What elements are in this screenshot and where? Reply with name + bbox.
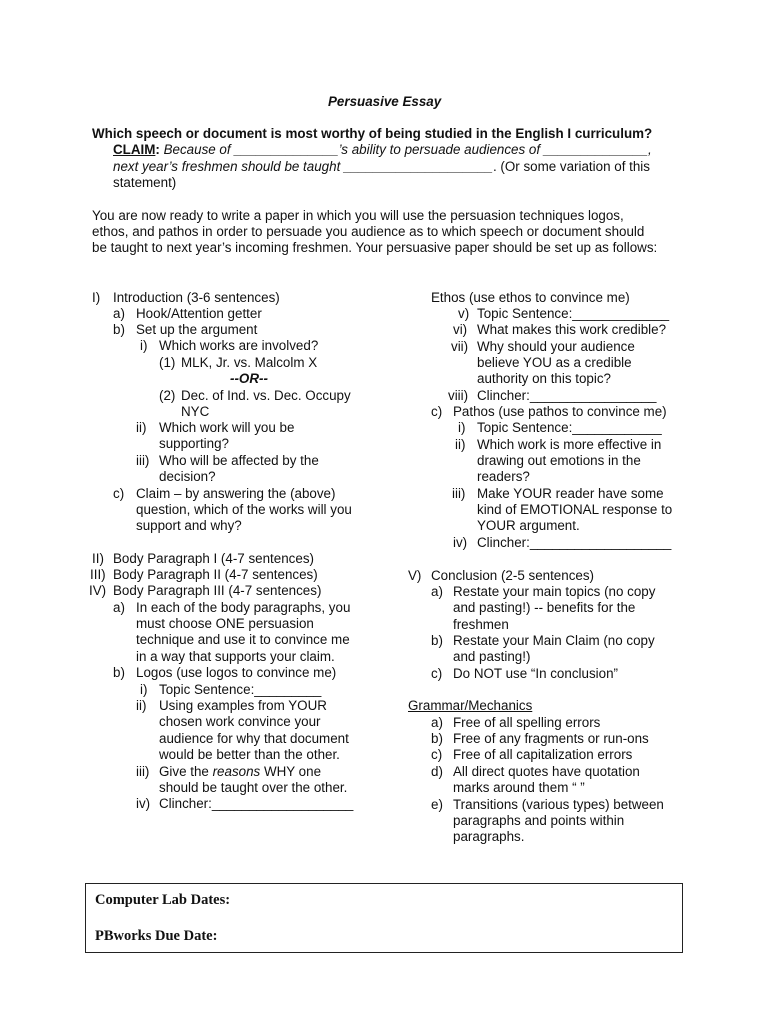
outline-item: Ethos (use ethos to convince me)	[431, 290, 630, 305]
outline-num: i)	[140, 338, 148, 353]
outline-item-cont: should be taught over the other.	[159, 780, 348, 795]
claim-line-1	[113, 142, 652, 158]
outline-item: Do NOT use “In conclusion”	[453, 666, 618, 681]
outline-num: i)	[140, 682, 148, 697]
claim-text-2a: next year’s freshmen should be taught ____________________	[113, 159, 493, 174]
page-title: Persuasive Essay	[328, 94, 442, 109]
outline-num: iv)	[453, 535, 468, 550]
outline-item: Conclusion (2-5 sentences)	[431, 568, 595, 583]
outline-item-cont: authority on this topic?	[477, 371, 611, 386]
outline-item-cont: readers?	[477, 469, 530, 484]
outline-item: Which work is more effective in	[477, 437, 662, 452]
outline-num: iii)	[452, 486, 466, 501]
outline-num: IV)	[89, 583, 107, 598]
outline-item-cont: decision?	[159, 469, 216, 484]
outline-item: Set up the argument	[136, 322, 258, 337]
outline-num: (1)	[159, 355, 176, 370]
or-divider: --OR--	[230, 371, 268, 386]
outline-item: Free of any fragments or run-ons	[453, 731, 649, 746]
outline-item	[159, 764, 321, 780]
outline-item: What makes this work credible?	[477, 322, 667, 337]
outline-item-cont: kind of EMOTIONAL response to	[477, 502, 673, 517]
outline-item: Clincher:___________________	[159, 796, 354, 811]
outline-num: vi)	[453, 322, 468, 337]
outline-item-cont: paragraphs and points within	[453, 813, 625, 828]
outline-item: Clincher:___________________	[477, 535, 672, 550]
outline-num: III)	[90, 567, 106, 582]
outline-item: Hook/Attention getter	[136, 306, 262, 321]
claim-line-2	[113, 159, 650, 175]
outline-num: e)	[431, 797, 443, 812]
pbworks-due-date-label: PBworks Due Date:	[95, 928, 218, 944]
outline-item: Make YOUR reader have some	[477, 486, 664, 501]
outline-num: b)	[113, 322, 125, 337]
outline-item-cont: drawing out emotions in the	[477, 453, 641, 468]
outline-emphasis: reasons	[212, 764, 261, 779]
instructions-line-2: ethos, and pathos in order to persuade you audience as to which speech or document should	[92, 224, 645, 239]
outline-num: V)	[408, 568, 422, 583]
outline-item: All direct quotes have quotation	[453, 764, 640, 779]
outline-item: Free of all capitalization errors	[453, 747, 633, 762]
outline-item-cont: and pasting!)	[453, 649, 531, 664]
outline-num: iii)	[136, 764, 150, 779]
outline-item: Body Paragraph III (4-7 sentences)	[113, 583, 322, 598]
outline-num: ii)	[455, 437, 466, 452]
outline-item-cont: YOUR argument.	[477, 518, 580, 533]
outline-item: Using examples from YOUR	[159, 698, 327, 713]
outline-num: c)	[431, 404, 443, 419]
outline-item: Dec. of Ind. vs. Dec. Occupy	[181, 388, 351, 403]
outline-num: c)	[431, 666, 443, 681]
outline-num: a)	[113, 600, 125, 615]
outline-num: i)	[458, 420, 466, 435]
claim-line-3: statement)	[113, 175, 177, 190]
dates-box	[85, 883, 683, 953]
outline-item-cont: and pasting!) -- benefits for the	[453, 600, 636, 615]
outline-item-cont: technique and use it to convince me	[136, 632, 350, 647]
outline-text: Give the	[159, 764, 213, 779]
outline-item: Claim – by answering the (above)	[136, 486, 336, 501]
outline-num: ii)	[136, 698, 147, 713]
outline-item-cont: supporting?	[159, 436, 229, 451]
outline-item: Body Paragraph I (4-7 sentences)	[113, 551, 314, 566]
outline-item-cont: NYC	[181, 404, 210, 419]
outline-num: a)	[431, 584, 443, 599]
outline-item-cont: audience for why that document	[159, 731, 349, 746]
outline-num: (2)	[159, 388, 176, 403]
outline-item: Pathos (use pathos to convince me)	[453, 404, 667, 419]
grammar-heading: Grammar/Mechanics	[408, 698, 533, 713]
outline-item: MLK, Jr. vs. Malcolm X	[181, 355, 318, 370]
instructions-line-3: be taught to next year’s incoming freshmen. Your persuasive paper should be set up as follows:	[92, 240, 658, 255]
outline-item-cont: freshmen	[453, 617, 509, 632]
outline-item: Who will be affected by the	[159, 453, 319, 468]
outline-num: c)	[113, 486, 125, 501]
claim-text-1: Because of ______________’s ability to persuade audiences of ______________,	[159, 142, 652, 157]
outline-item: Restate your Main Claim (no copy	[453, 633, 655, 648]
outline-item: Restate your main topics (no copy	[453, 584, 656, 599]
outline-text: WHY one	[260, 764, 322, 779]
outline-num: b)	[113, 665, 125, 680]
outline-num: b)	[431, 633, 443, 648]
outline-item: Logos (use logos to convince me)	[136, 665, 337, 680]
claim-label: CLAIM	[113, 142, 156, 157]
outline-item: Which works are involved?	[159, 338, 319, 353]
outline-item: Clincher:_________________	[477, 388, 657, 403]
outline-item: Why should your audience	[477, 339, 635, 354]
claim-text-2b: . (Or some variation of this	[492, 159, 650, 174]
outline-item-cont: must choose ONE persuasion	[136, 616, 314, 631]
computer-lab-dates-label: Computer Lab Dates:	[95, 892, 231, 908]
outline-item-cont: believe YOU as a credible	[477, 355, 632, 370]
outline-num: v)	[458, 306, 470, 321]
outline-num: a)	[431, 715, 443, 730]
instructions-line-1: You are now ready to write a paper in which you will use the persuasion techniques logos,	[92, 208, 624, 223]
outline-num: II)	[92, 551, 104, 566]
outline-item: Which work will you be	[159, 420, 295, 435]
outline-item-cont: support and why?	[136, 518, 242, 533]
outline-num: ii)	[136, 420, 147, 435]
outline-item: Topic Sentence:_________	[159, 682, 322, 697]
outline-item: Topic Sentence:____________	[477, 420, 662, 435]
outline-num: vii)	[451, 339, 469, 354]
outline-item-cont: marks around them “ ”	[453, 780, 585, 795]
outline-item-cont: paragraphs.	[453, 829, 525, 844]
outline-num: I)	[92, 290, 101, 305]
essay-question: Which speech or document is most worthy of being studied in the English I curriculum?	[92, 126, 653, 141]
outline-item: Transitions (various types) between	[453, 797, 664, 812]
outline-num: b)	[431, 731, 443, 746]
outline-num: a)	[113, 306, 125, 321]
outline-item-cont: chosen work convince your	[159, 714, 321, 729]
outline-item: Topic Sentence:_____________	[477, 306, 670, 321]
outline-num: d)	[431, 764, 443, 779]
outline-item: Body Paragraph II (4-7 sentences)	[113, 567, 318, 582]
outline-num: c)	[431, 747, 443, 762]
outline-num: iv)	[136, 796, 151, 811]
claim-colon: :	[155, 142, 160, 157]
outline-item-cont: question, which of the works will you	[136, 502, 352, 517]
outline-item: Introduction (3-6 sentences)	[113, 290, 280, 305]
outline-item: In each of the body paragraphs, you	[136, 600, 351, 615]
outline-item: Free of all spelling errors	[453, 715, 601, 730]
outline-item-cont: would be better than the other.	[159, 747, 340, 762]
outline-num: viii)	[448, 388, 469, 403]
outline-item-cont: in a way that supports your claim.	[136, 649, 335, 664]
outline-num: iii)	[136, 453, 150, 468]
